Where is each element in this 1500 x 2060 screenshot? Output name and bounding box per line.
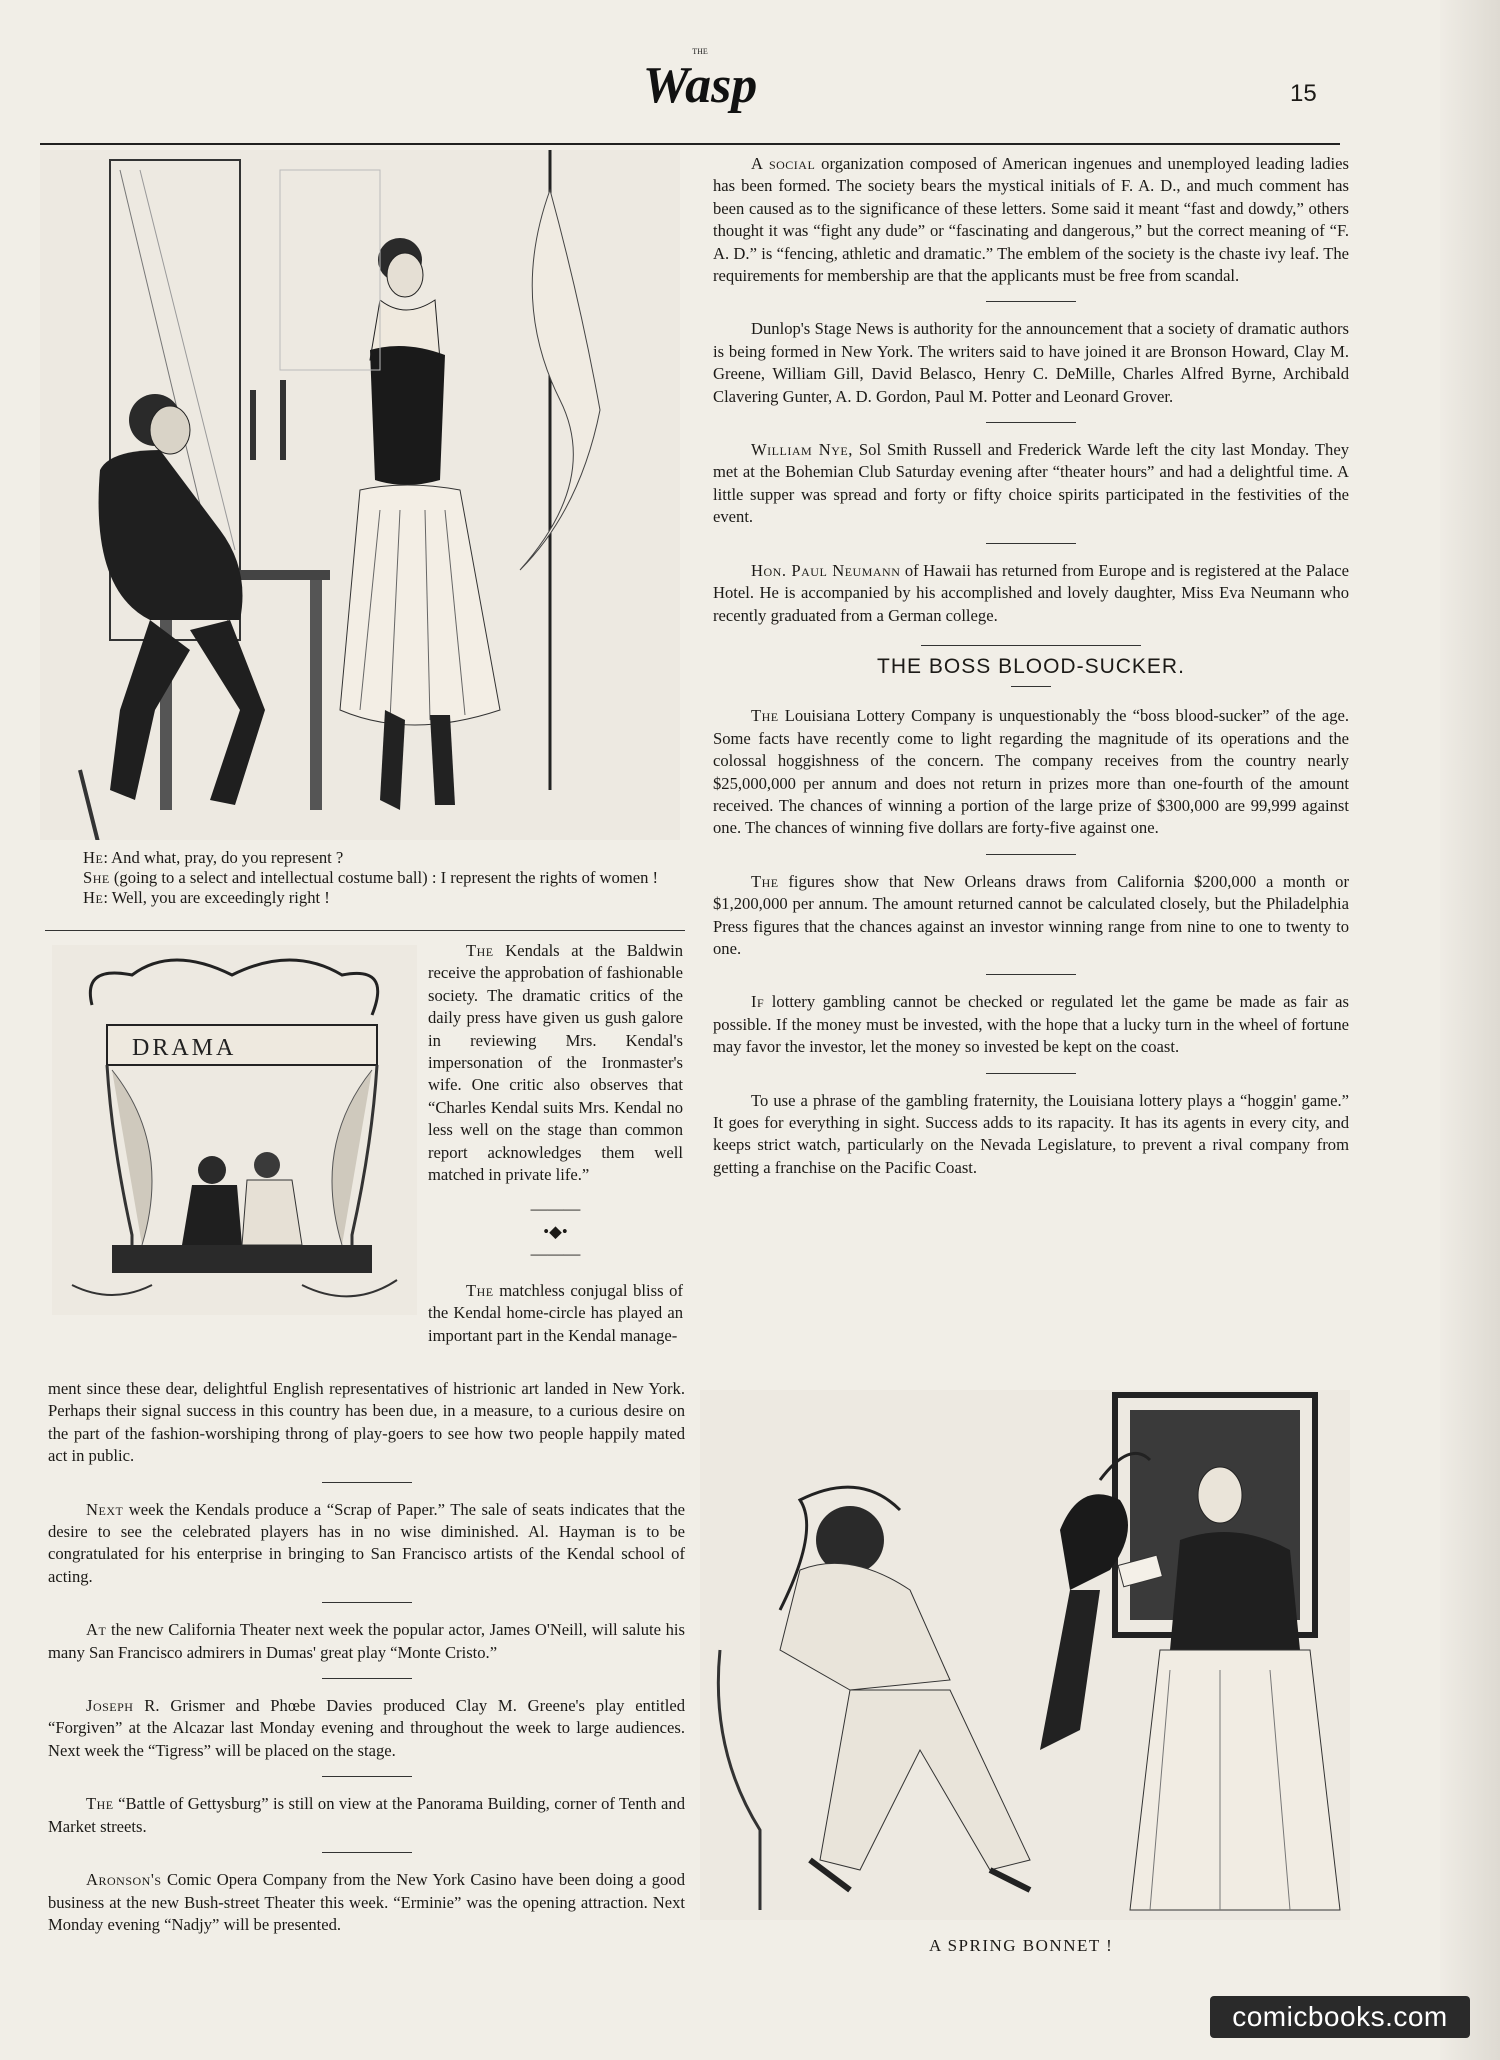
header-rule xyxy=(40,143,1340,145)
california-lead: At xyxy=(86,1620,107,1640)
nye-paragraph xyxy=(713,439,1349,529)
kendals-p1 xyxy=(428,940,683,1186)
kendals-p2-lead: The xyxy=(466,1280,494,1300)
page-edge-shadow xyxy=(1440,0,1500,2060)
divider-r2 xyxy=(986,422,1076,423)
divider-3 xyxy=(322,1678,412,1679)
caption-line-he xyxy=(45,848,685,868)
lottery3-text: lottery gambling cannot be checked or regulated let the game be made as fair as possible. If the money must be invested, with the hope that a lucky turn in the wheel of fortune may favor the investor, let the money so invested be kept on the coast. xyxy=(713,992,1349,1057)
aronson-text: Comic Opera Company from the New York Casino have been doing a good business at the new Bush-street Theater this week. “Erminie” was the opening attraction. Next Monday evening “Nadjy” will be presented. xyxy=(48,1870,685,1934)
lottery-paragraph-2 xyxy=(713,871,1349,961)
section-divider-left xyxy=(45,930,685,931)
neumann-text: of Hawaii has returned from Europe and is registered at the Palace Hotel. He is accompanied by his accomplished and lovely daughter, Miss Eva Neumann who recently graduated from a German college. xyxy=(713,560,1349,625)
illustration-costume-ball xyxy=(40,150,680,840)
social-lead: A social xyxy=(751,154,816,173)
divider-r8 xyxy=(986,1073,1076,1074)
california-paragraph xyxy=(48,1619,685,1664)
grismer-lead: Joseph xyxy=(86,1696,134,1716)
watermark-badge: comicbooks.com xyxy=(1210,1996,1470,2038)
caption-he-text: : And what, pray, do you represent ? xyxy=(103,848,344,867)
kendals-p2 xyxy=(428,1280,683,1347)
next-week-paragraph xyxy=(48,1499,685,1589)
caption-speaker-he2: He xyxy=(83,888,104,907)
kendals-p2-continued: ment since these dear, delightful English representatives of histrionic art landed in New York. Perhaps their signal success in this country has been due, in a measure, to a curious desire on the part of the fashion-worshiping throng of play-goers to see how two people happily mated act in public. xyxy=(48,1379,685,1466)
lottery1-lead: The xyxy=(751,706,779,726)
caption-line-she xyxy=(45,868,685,888)
drama-sign-text: DRAMA xyxy=(132,1035,237,1061)
kendals-p1-text: Kendals at the Baldwin receive the approbation of fashionable society. The dramatic critics of the daily press have given us gush galore in reviewing Mrs. Kendal's impersonation of the Ironmaster's wife. One critic also observes that “Charles Kendal suits Mrs. Kendal no less well on the stage than common report acknowledges them well matched in private life.” xyxy=(428,941,683,1185)
lottery-paragraph-3 xyxy=(713,991,1349,1058)
battle-paragraph xyxy=(48,1793,685,1838)
cartoon-caption xyxy=(45,848,685,908)
battle-text: “Battle of Gettysburg” is still on view at the Panorama Building, corner of Tenth and Market streets. xyxy=(48,1794,685,1836)
aronson-lead: Aronson's xyxy=(86,1870,162,1890)
kendals-paragraph-1 xyxy=(428,940,683,1347)
page-number: 15 xyxy=(1290,80,1317,107)
divider-r5 xyxy=(1011,686,1051,687)
california-text: the new California Theater next week the popular actor, James O'Neill, will salute his many San Francisco admirers in Dumas' great play “Monte Cristo.” xyxy=(48,1620,685,1662)
social-text: organization composed of American ingenues and unemployed leading ladies has been formed. The society bears the mystical initials of F. A. D., and much comment has been caused as to the significance of these letters. Some said it meant “fast and dowdy,” others thought it was “fight any dude” or “fascinating and dangerous,” but the correct meaning of “F. A. D.” is “fencing, athletic and dramatic.” The emblem of the society is the chaste ivy leaf. The requirements for membership are that the applicants must be free from scandal. xyxy=(713,154,1349,286)
caption-he2-text: : Well, you are exceedingly right ! xyxy=(103,888,330,907)
divider-r6 xyxy=(986,854,1076,855)
neumann-lead: Hon. Paul Neumann xyxy=(751,560,901,580)
ornament-divider: ———•◆•——— xyxy=(530,1199,581,1264)
caption-line-he2 xyxy=(45,888,685,908)
social-paragraph xyxy=(713,153,1349,287)
next-lead: Next xyxy=(86,1499,124,1519)
masthead-logo xyxy=(620,40,780,120)
lottery-paragraph-1 xyxy=(713,705,1349,839)
lottery-paragraph-4: To use a phrase of the gambling fraternity, the Louisiana lottery plays a “hoggin' game.” It goes for everything in sight. Success adds to its rapacity. It has its agents in every city, and keeps strict watch, particularly on the Nevada Legislature, to prevent a rival company from getting a franchise on the Pacific Coast. xyxy=(713,1090,1349,1177)
masthead-title: Wasp xyxy=(642,57,758,114)
grismer-paragraph xyxy=(48,1695,685,1762)
divider-4 xyxy=(322,1776,412,1777)
lottery1-text: Louisiana Lottery Company is unquestionably the “boss blood-sucker” of the age. Some facts have recently come to light regarding the magnitude of its operations and the colossal hoggishness of the concern. The company receives from the country nearly $25,000,000 per annum and does not return in prizes more than one-fourth of the amount received. The chances of winning a portion of the large prize of $300,000 are 99,999 against one. The chances of winning five dollars are forty-five against one. xyxy=(713,706,1349,838)
illustration-spring-bonnet xyxy=(700,1390,1350,1920)
battle-lead: The xyxy=(86,1794,114,1814)
divider-2 xyxy=(322,1602,412,1603)
next-text: week the Kendals produce a “Scrap of Paper.” The sale of seats indicates that the desire to see the celebrated players has in no wise diminished. Al. Hayman is to be congratulated for his enterprise in bringing to San Francisco artists of the Kendal school of acting. xyxy=(48,1499,685,1586)
lottery2-lead: The xyxy=(751,871,779,891)
nye-text: Sol Smith Russell and Frederick Warde left the city last Monday. They met at the Bohemian Club Saturday evening after “theater hours” and had a delightful time. A little supper was spread and forty or fifty choice spirits participated in the festivities of the event. xyxy=(713,440,1349,527)
kendals-p1-lead: The xyxy=(466,941,494,960)
divider-r1 xyxy=(986,301,1076,302)
grismer-text: R. Grismer and Phœbe Davies produced Clay M. Greene's play entitled “Forgiven” at the Alcazar last Monday evening and throughout the week to large audiences. Next week the “Tigress” will be placed on the stage. xyxy=(48,1696,685,1760)
aronson-paragraph xyxy=(48,1869,685,1936)
neumann-paragraph xyxy=(713,560,1349,627)
divider-5 xyxy=(322,1852,412,1853)
kendals-p2-text: matchless conjugal bliss of the Kendal home-circle has played an important part in the Kendal manage- xyxy=(428,1280,683,1345)
lottery2-text: figures show that New Orleans draws from California $200,000 a month or $1,200,000 per annum. The amount returned cannot be calculated closely, but the Philadelphia Press figures that the chances against an investor winning range from nine to one to twenty to one. xyxy=(713,871,1349,958)
divider-r7 xyxy=(986,974,1076,975)
divider-r3 xyxy=(986,543,1076,544)
illustration-drama-box xyxy=(52,945,417,1315)
nye-lead: William Nye, xyxy=(751,440,853,460)
spring-bonnet-caption: A SPRING BONNET ! xyxy=(929,1936,1114,1955)
dunlop-paragraph: Dunlop's Stage News is authority for the announcement that a society of dramatic authors is being formed in New York. The writers said to have joined it are Bronson Howard, Clay M. Greene, William Gill, David Belasco, Henry C. DeMille, Charles Alfred Byrne, Archibald Clavering Gunter, A. D. Gordon, Paul M. Potter and Leonard Grover. xyxy=(713,319,1349,406)
caption-speaker-she: She xyxy=(83,868,110,887)
left-column-lower xyxy=(48,1378,685,1936)
caption-speaker-he: He xyxy=(83,848,104,867)
boss-heading: THE BOSS BLOOD-SUCKER. xyxy=(877,654,1185,678)
lottery3-lead: If xyxy=(751,992,765,1012)
divider-r4 xyxy=(921,645,1141,646)
caption-she-text: (going to a select and intellectual costume ball) : I represent the rights of women ! xyxy=(113,868,659,887)
divider-1 xyxy=(322,1482,412,1483)
right-column xyxy=(713,153,1349,1179)
masthead-small: THE xyxy=(692,47,708,56)
